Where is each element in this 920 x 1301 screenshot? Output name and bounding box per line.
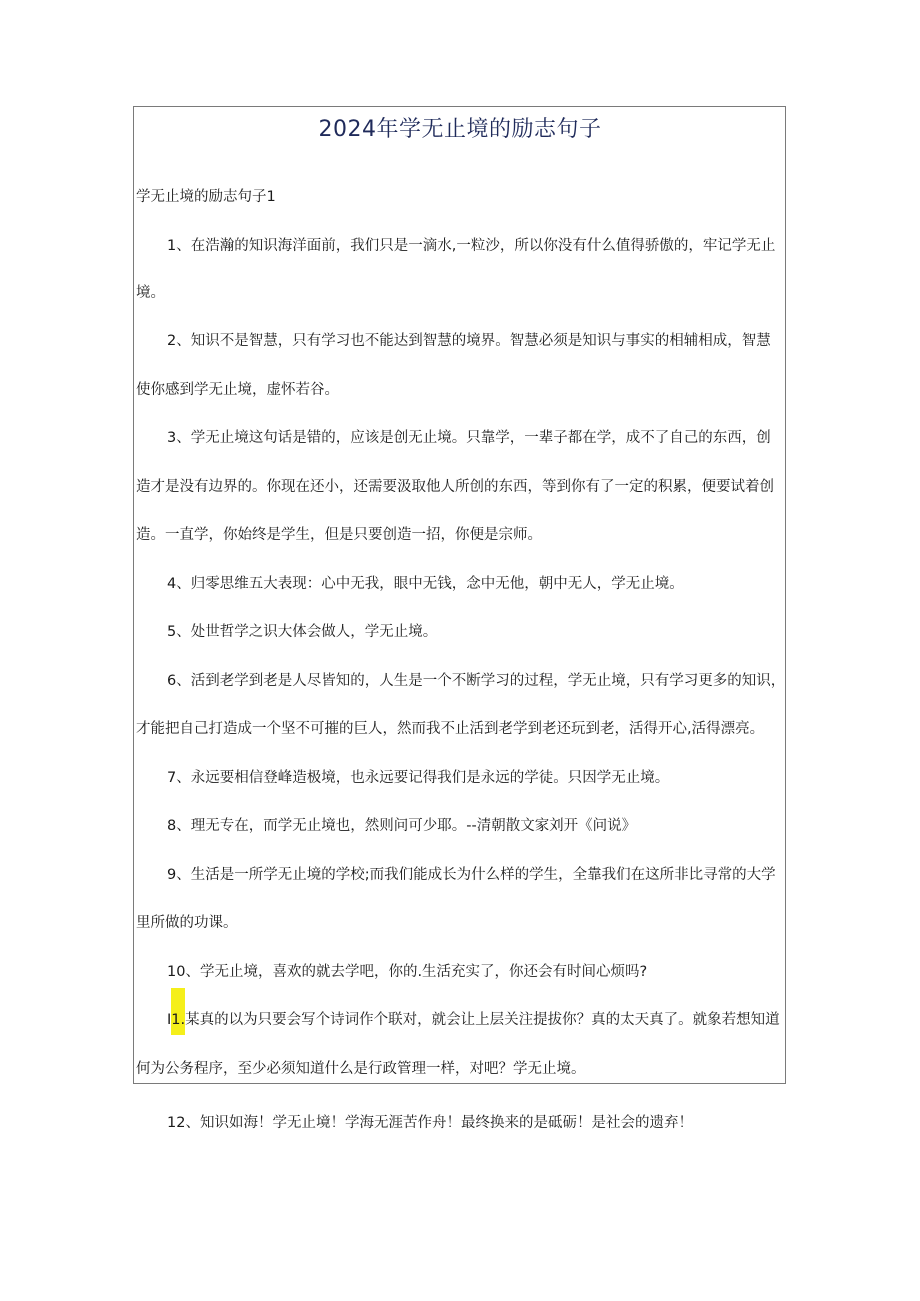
paragraph-line: 7、永远要相信登峰造极境，也永远要记得我们是永远的学徒。只因学无止境。 [167,770,670,786]
section-heading: 学无止境的励志句子1 [136,189,276,205]
paragraph-line: 5、处世哲学之识大体会做人，学无止境。 [167,624,438,640]
paragraph-line: 造。一直学，你始终是学生，但是只要创造一招，你便是宗师。 [136,527,542,543]
paragraph-line: 使你感到学无止境，虚怀若谷。 [136,382,339,398]
paragraph-line: 12、知识如海！学无止境！学海无涯苦作舟！最终换来的是砥砺！是社会的遗弃！ [167,1115,693,1131]
paragraph-line: 10、学无止境，喜欢的就去学吧，你的.生活充实了，你还会有时间心烦吗? [167,964,648,980]
paragraph-line: 4、归零思维五大表现：心中无我，眼中无钱，念中无他，朝中无人，学无止境。 [167,576,684,592]
paragraph-line: 境。 [136,285,165,301]
paragraph-line: 9、生活是一所学无止境的学校;而我们能成长为什么样的学生，全靠我们在这所非比寻常的大学 [167,867,776,883]
paragraph-line: 8、理无专在，而学无止境也，然则问可少耶。--清朝散文家刘开《问说》 [167,818,637,834]
paragraph-line: 6、活到老学到老是人尽皆知的，人生是一个不断学习的过程，学无止境，只有学习更多的知识， [167,673,786,689]
paragraph-line: 1、在浩瀚的知识海洋面前，我们只是一滴水,一粒沙，所以你没有什么值得骄傲的，牢记学无止 [167,238,776,254]
paragraph-line: 造才是没有边界的。你现在还小，还需要汲取他人所创的东西，等到你有了一定的积累，便要试着创 [136,479,774,495]
paragraph-line: 何为公务程序，至少必须知道什么是行政管理一样，对吧？学无止境。 [136,1061,586,1077]
paragraph-line: 才能把自己打造成一个坚不可摧的巨人，然而我不止活到老学到老还玩到老，活得开心,活得漂亮。 [136,721,765,737]
page-title: 2024年学无止境的励志句子 [318,117,602,142]
paragraph-line: 里所做的功课。 [136,915,238,931]
paragraph-line: 2、知识不是智慧，只有学习也不能达到智慧的境界。智慧必须是知识与事实的相辅相成，智慧 [167,333,771,349]
paragraph-line: 3、学无止境这句话是错的，应该是创无止境。只靠学，一辈子都在学，成不了自己的东西，创 [167,430,771,446]
paragraph-line: I1.某真的以为只要会写个诗词作个联对，就会让上层关注提拔你？真的太天真了。就象若想知道 [167,1012,780,1028]
